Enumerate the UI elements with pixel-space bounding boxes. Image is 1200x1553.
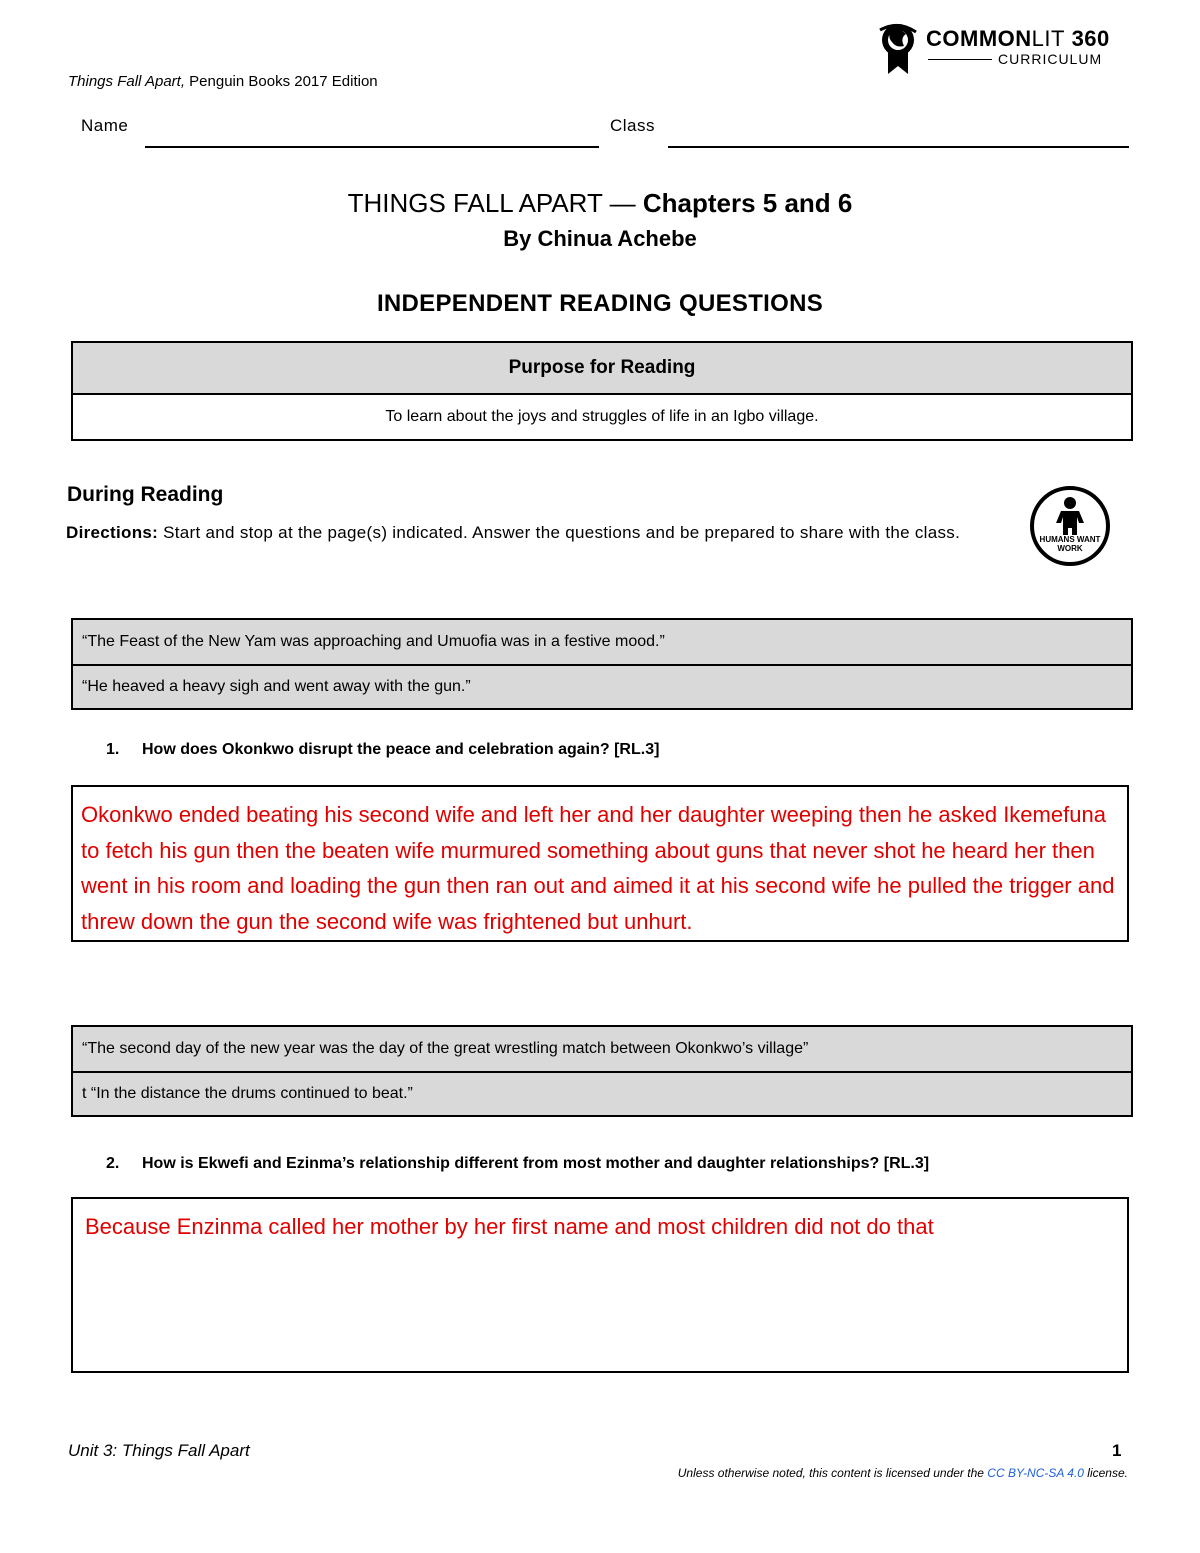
end-quote: “He heaved a heavy sigh and went away with the gun.”	[73, 664, 1131, 708]
answer-2[interactable]: Because Enzinma called her mother by her first name and most children did not do that	[71, 1197, 1129, 1373]
purpose-text: To learn about the joys and struggles of life in an Igbo village.	[385, 408, 819, 425]
purpose-table	[71, 341, 1133, 441]
answer-1[interactable]: Okonkwo ended beating his second wife and left her and her daughter weeping then he asked Ikemefuna to fetch his gun then the beaten wife murmured something about guns that never shot he heard her then went in his room and loading the gun then ran out and aimed it at his second wife he pulled the trigger and threw down the gun the second wife was frightened but unhurt.	[71, 785, 1129, 942]
license-note: Unless otherwise noted, this content is licensed under the CC BY-NC-SA 4.0 license.	[677, 1466, 1128, 1480]
question-number: 1.	[106, 741, 120, 758]
end-quote: t “In the distance the drums continued to beat.”	[73, 1071, 1131, 1115]
logo-subtitle: CURRICULUM	[998, 51, 1103, 67]
class-field[interactable]	[668, 146, 1129, 148]
purpose-heading: Purpose for Reading	[73, 343, 1131, 395]
question-2	[106, 1155, 929, 1173]
section-title: INDEPENDENT READING QUESTIONS	[376, 290, 824, 317]
directions	[66, 518, 986, 548]
badge-text: HUMANS WANT WORK	[1039, 535, 1101, 553]
question-text: How is Ekwefi and Ezinma’s relationship different from most mother and daughter relationships? [RL.3]	[142, 1155, 930, 1172]
quote-range-1	[71, 618, 1133, 710]
question-1	[106, 741, 659, 759]
license-link[interactable]: CC BY-NC-SA 4.0	[987, 1466, 1084, 1480]
globe-ribbon-icon	[876, 18, 922, 76]
commonlit-logo	[876, 18, 1136, 76]
start-quote: “The second day of the new year was the day of the great wrestling match between Okonkwo’s village”	[82, 1040, 809, 1057]
edition-note	[68, 73, 378, 90]
directions-text: Start and stop at the page(s) indicated. Answer the questions and be prepared to share with the class.	[158, 523, 961, 542]
class-label: Class	[610, 116, 656, 135]
directions-label: Directions:	[66, 523, 159, 542]
logo-wordmark: COMMONLIT 360	[926, 26, 1110, 51]
quote-range-2	[71, 1025, 1133, 1117]
human-at-work-badge	[1030, 486, 1110, 566]
start-quote: “The Feast of the New Yam was approaching and Umuofia was in a festive mood.”	[82, 633, 665, 650]
edition-publisher: Penguin Books 2017 Edition	[185, 73, 378, 90]
footer-unit: Unit 3: Things Fall Apart	[68, 1441, 250, 1460]
question-number: 2.	[106, 1155, 120, 1172]
author-line: By Chinua Achebe	[503, 226, 697, 251]
logo-rule	[928, 59, 992, 60]
page-title: THINGS FALL APART — Chapters 5 and 6	[347, 188, 853, 218]
edition-book-title: Things Fall Apart,	[68, 73, 185, 90]
during-reading-heading: During Reading	[67, 483, 224, 506]
name-label: Name	[81, 116, 129, 135]
page-number: 1	[1112, 1441, 1122, 1460]
question-text: How does Okonkwo disrupt the peace and celebration again? [RL.3]	[142, 741, 660, 758]
name-field[interactable]	[145, 146, 599, 148]
